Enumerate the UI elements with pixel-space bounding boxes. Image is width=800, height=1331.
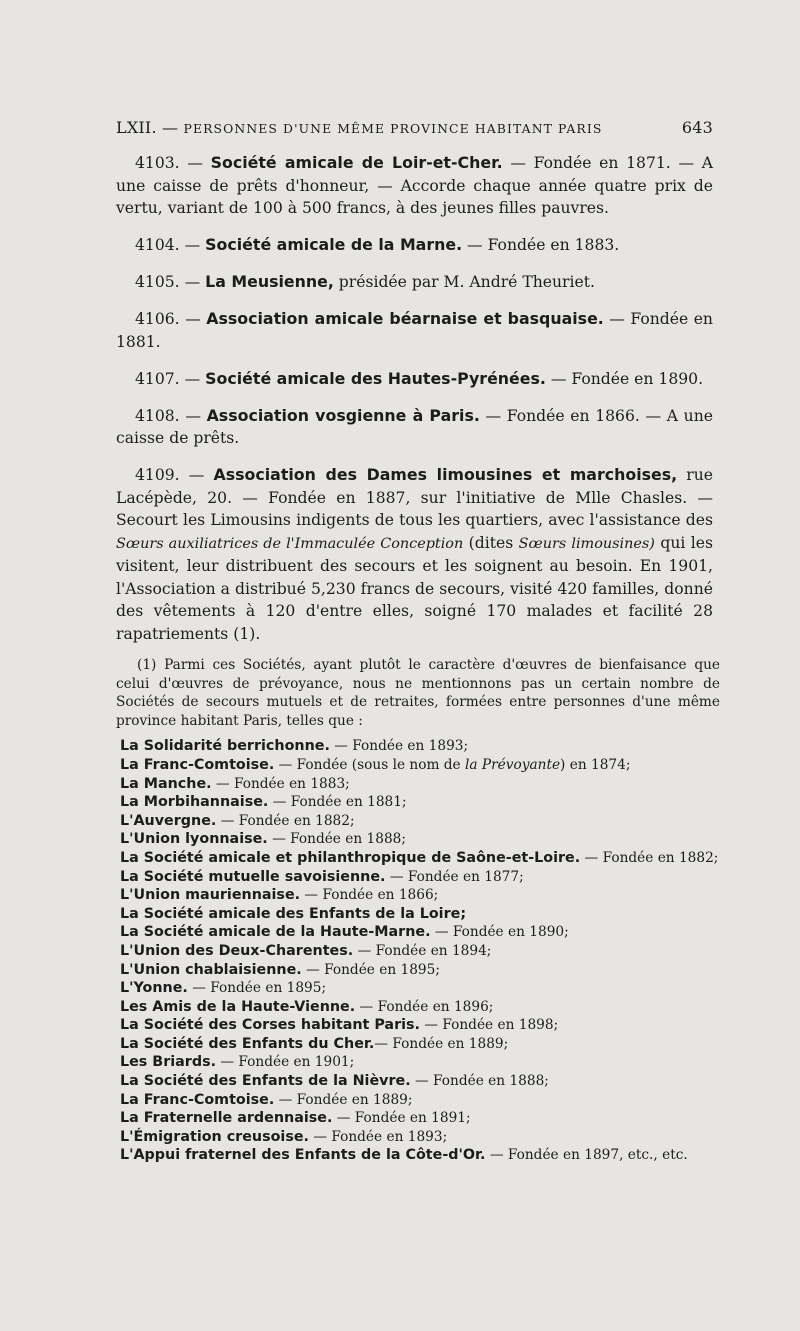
- list-item: La Morbihannaise. — Fondée en 1881;: [120, 794, 407, 811]
- list-item: La Société mutuelle savoisienne. — Fondée en 1877;: [120, 868, 524, 885]
- list-item: La Société des Corses habitant Paris. — Fondée en 1898;: [120, 1017, 559, 1034]
- entry-name: La Meusienne,: [205, 272, 334, 291]
- list-item: L'Yonne. — Fondée en 1895;: [120, 980, 327, 997]
- footnote-intro: (1) Parmi ces Sociétés, ayant plutôt le caractère d'œuvres de bienfaisance que celui d'œuvres de prévoyance, nous ne mentionnons pas un certain nombre de Sociétés de secours mutuels et de retraites, formées entre personnes d'une même province habitant Paris, telles que :: [116, 657, 720, 729]
- list-item: La Franc-Comtoise. — Fondée (sous le nom de la Prévoyante) en 1874;: [120, 756, 631, 773]
- entry-4104: 4104. — Société amicale de la Marne. — Fondée en 1883.: [135, 235, 620, 254]
- chapter-number: LXII.: [116, 118, 157, 137]
- entry-name: Société amicale de la Marne.: [205, 235, 463, 254]
- list-item: La Société amicale de la Haute-Marne. — Fondée en 1890;: [120, 924, 569, 941]
- entry-name: Association des Dames limousines et marchoises,: [213, 465, 678, 484]
- list-item: La Fraternelle ardennaise. — Fondée en 1891;: [120, 1110, 471, 1127]
- italic-name: Sœurs auxiliatrices de l'Immaculée Conception: [116, 535, 464, 552]
- entry-name: Association vosgienne à Paris.: [206, 405, 480, 425]
- list-item: La Société des Enfants de la Nièvre. — Fondée en 1888;: [120, 1073, 549, 1090]
- list-item: Les Amis de la Haute-Vienne. — Fondée en 1896;: [120, 998, 494, 1015]
- list-item: Les Briards. — Fondée en 1901;: [120, 1054, 355, 1071]
- list-item: L'Union chablaisienne. — Fondée en 1895;: [120, 961, 440, 978]
- list-item: La Société des Enfants du Cher.— Fondée en 1889;: [120, 1035, 509, 1052]
- society-list: [116, 737, 720, 1165]
- list-item: L'Émigration creusoise. — Fondée en 1893;: [120, 1128, 448, 1145]
- entry-name: Société amicale des Hautes-Pyrénées.: [205, 368, 546, 388]
- header-running-title: PERSONNES D'UNE MÊME PROVINCE HABITANT PARIS: [183, 121, 603, 136]
- entry-4108: 4108. — Association vosgienne à Paris. — Fondée en 1866. — A une caisse de prêts.: [116, 405, 713, 447]
- running-header: [116, 118, 713, 137]
- list-item: L'Auvergne. — Fondée en 1882;: [120, 812, 355, 829]
- list-item: La Franc-Comtoise. — Fondée en 1889;: [120, 1091, 413, 1108]
- list-item: L'Union mauriennaise. — Fondée en 1866;: [120, 887, 439, 904]
- list-item: La Manche. — Fondée en 1883;: [120, 775, 350, 792]
- list-item: L'Union des Deux-Charentes. — Fondée en 1894;: [120, 942, 492, 959]
- main-text: [116, 152, 713, 660]
- entry-4103: 4103. — Société amicale de Loir-et-Cher. — Fondée en 1871. — A une caisse de prêts d'honneur, — Accorde chaque année quatre prix de vertu, variant de 100 à 500 francs, à des jeunes filles pauvres.: [116, 153, 713, 217]
- italic-name: Sœurs limousines): [518, 535, 655, 552]
- page-number: 643: [681, 118, 713, 137]
- entry-4109: 4109. — Association des Dames limousines et marchoises, rue Lacépède, 20. — Fondée en 1887, sur l'initiative de Mlle Chasles. — Secourt les Limousins indigents de tous les quartiers, avec l'assistance des Sœurs auxiliatrices de l'Immaculée Conception (dites Sœurs limousines) qui les visitent, leur distribuent des secours et les soignent au besoin. En 1901, l'Association a distribué 5,230 francs de secours, visité 420 familles, donné des vêtements à 120 d'entre elles, soigné 170 malades et facilité 28 rapatriements (1).: [116, 465, 713, 643]
- list-item: La Société amicale des Enfants de la Loire;: [120, 905, 467, 922]
- entry-name: Association amicale béarnaise et basquaise.: [206, 309, 604, 328]
- footnote: [116, 656, 720, 1165]
- entry-4105: 4105. — La Meusienne, présidée par M. André Theuriet.: [135, 272, 595, 291]
- list-item: L'Appui fraternel des Enfants de la Côte-d'Or. — Fondée en 1897, etc., etc.: [120, 1147, 688, 1164]
- header-title: LXII. — PERSONNES D'UNE MÊME PROVINCE HABITANT PARIS: [116, 118, 603, 137]
- list-item: L'Union lyonnaise. — Fondée en 1888;: [120, 831, 406, 848]
- entry-4107: 4107. — Société amicale des Hautes-Pyrénées. — Fondée en 1890.: [135, 368, 704, 388]
- list-item: La Solidarité berrichonne. — Fondée en 1893;: [120, 738, 469, 755]
- entry-4106: 4106. — Association amicale béarnaise et basquaise. — Fondée en 1881.: [116, 309, 713, 351]
- entry-name: Société amicale de Loir-et-Cher.: [210, 153, 503, 172]
- list-item: La Société amicale et philanthropique de Saône-et-Loire. — Fondée en 1882;: [120, 849, 719, 866]
